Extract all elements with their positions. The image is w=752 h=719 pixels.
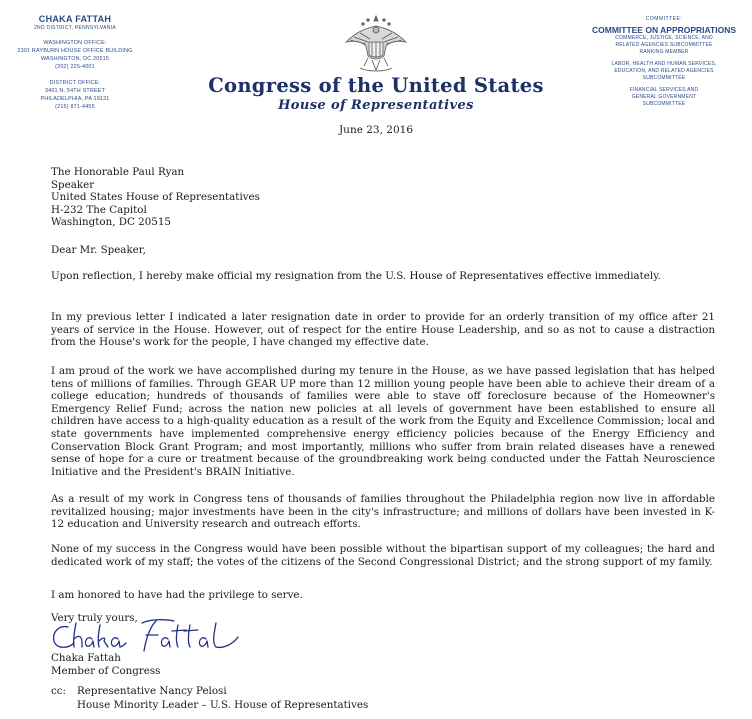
member-contact-block: [0, 14, 150, 111]
body-paragraph: I am proud of the work we have accomplished during my tenure in the House, as we have passed legislation that has helped tens of millions of families. Through GEAR UP more than 12 million young people have been able to achieve their dream of a college education; hundreds of thousands of families were able to stave off foreclosure because of the Homeowner's Emergency Relief Fund; across the nation new policies at all levels of government have been established to ensure all children have access to a high-quality education as a result of the work from the Equity and Excellence Commission; local and state governments have implemented comprehensive energy efficiency policies because of the Energy Efficiency and Conservation Block Grant Program; and most importantly, millions who suffer from brain related diseases have a renewed sense of hope for a cure or treatment because of the groundbreaking work being conducted under the Fattah Neuroscience Initiative and the President's BRAIN Initiative.: [51, 365, 715, 478]
district-office-line: (215) 871-4455: [55, 104, 95, 110]
signer-title: Member of Congress: [51, 664, 161, 677]
washington-office-line: (202) 225-4001: [55, 64, 95, 70]
signer-block: [51, 652, 160, 677]
district-office-line: PHILADELPHIA, PA 19131: [40, 96, 110, 102]
addressee-line: Speaker: [51, 178, 95, 191]
member-name-header: CHAKA FATTAH: [38, 14, 112, 24]
subcommittee-line: GENERAL GOVERNMENT: [631, 94, 697, 100]
committee-label: COMMITTEE:: [645, 16, 683, 22]
member-district: 2ND DISTRICT, PENNSYLVANIA: [33, 25, 117, 31]
body-paragraph: I am honored to have had the privilege to serve.: [51, 589, 303, 601]
subcommittee-line: LABOR, HEALTH AND HUMAN SERVICES,: [611, 61, 717, 67]
subcommittee-line: FINANCIAL SERVICES AND: [629, 87, 699, 93]
subcommittee-line: COMMERCE, JUSTICE, SCIENCE, AND: [615, 35, 713, 41]
cc-line: Representative Nancy Pelosi: [77, 685, 227, 697]
cc-line: House Minority Leader – U.S. House of Representatives: [77, 699, 369, 711]
washington-office-line: WASHINGTON, DC 20515: [40, 56, 110, 62]
subcommittee-line: SUBCOMMITTEE: [642, 101, 686, 107]
addressee-line: Washington, DC 20515: [51, 216, 171, 229]
body-paragraph: As a result of my work in Congress tens of thousands of families throughout the Philadelphia region now live in affordable revitalized housing; major investments have been in the city's infrastructure; and millions of dollars have been invested in K-12 education and University research and outreach efforts.: [51, 493, 715, 531]
body-paragraph: None of my success in the Congress would have been possible without the bipartisan support of my colleagues; the hard and dedicated work of my staff; the votes of the citizens of the Second Congressional District; and the strong support of my family.: [51, 543, 715, 568]
salutation: Dear Mr. Speaker,: [51, 244, 146, 256]
addressee-line: H-232 The Capitol: [51, 203, 147, 216]
letter-date: June 23, 2016: [338, 124, 414, 136]
subcommittee-line: EDUCATION, AND RELATED AGENCIES: [614, 68, 714, 74]
district-office-line: 3401 N. 54TH STREET: [44, 88, 106, 94]
letterhead-subtitle: House of Representatives: [278, 98, 474, 113]
committee-name: COMMITTEE ON APPROPRIATIONS: [591, 25, 737, 35]
subcommittee-line: SUBCOMMITTEE: [642, 75, 686, 81]
washington-office-line: 2301 RAYBURN HOUSE OFFICE BUILDING: [17, 48, 133, 54]
house-seal-eagle-icon: [338, 12, 414, 76]
letterhead-title: Congress of the United States: [208, 74, 544, 97]
addressee-line: United States House of Representatives: [51, 191, 260, 204]
committee-block: [576, 16, 752, 108]
subcommittee-line: RANKING MEMBER: [639, 49, 689, 55]
addressee-block: [51, 166, 260, 229]
district-office-label: DISTRICT OFFICE:: [49, 80, 101, 86]
body-paragraph: In my previous letter I indicated a later resignation date in order to provide for an orderly transition of my office after 21 years of service in the House. However, out of respect for the entire House Leadership, and so as not to cause a distraction from the House's work for the people, I have changed my effective date.: [51, 311, 715, 349]
signer-name: Chaka Fattah: [51, 652, 121, 664]
handwritten-signature: [46, 613, 246, 655]
addressee-line: The Honorable Paul Ryan: [51, 166, 185, 178]
subcommittee-line: RELATED AGENCIES SUBCOMMITTEE: [615, 42, 713, 48]
washington-office-label: WASHINGTON OFFICE:: [43, 40, 107, 46]
cc-block: [51, 684, 368, 712]
body-paragraph: Upon reflection, I hereby make official my resignation from the U.S. House of Representatives effective immediately.: [51, 270, 661, 282]
cc-label: cc:: [51, 685, 67, 697]
complimentary-close: Very truly yours,: [51, 612, 138, 624]
